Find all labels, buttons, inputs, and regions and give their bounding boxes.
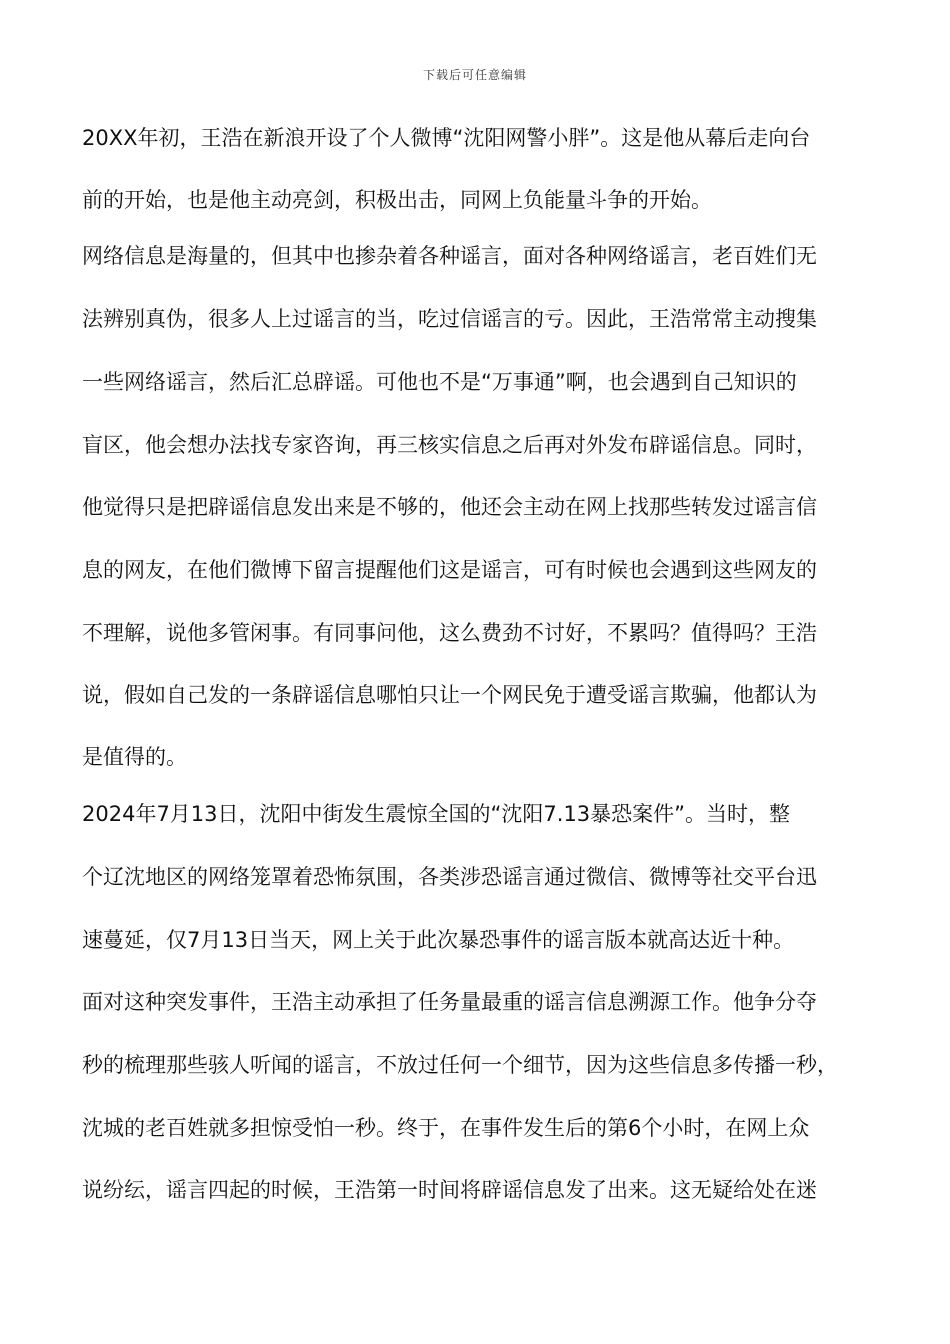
- text-line: 说纷纭，谣言四起的时候，王浩第一时间将辟谣信息发了出来。这无疑给处在迷: [82, 1178, 817, 1202]
- text-line: 沈城的老百姓就多担惊受怕一秒。终于，在事件发生后的第6个小时，在网上众: [82, 1116, 810, 1140]
- text-line: 面对这种突发事件，王浩主动承担了任务量最重的谣言信息溯源工作。他争分夺: [82, 990, 817, 1014]
- text-line: 20XX年初，王浩在新浪开设了个人微博“沈阳网警小胖”。这是他从幕后走向台: [82, 126, 811, 150]
- text-line: 盲区，他会想办法找专家咨询，再三核实信息之后再对外发布辟谣信息。同时，: [82, 433, 817, 457]
- text-line: 不理解，说他多管闲事。有同事问他，这么费劲不讨好，不累吗？值得吗？王浩: [82, 621, 817, 645]
- text-line: 秒的梳理那些骇人听闻的谣言，不放过任何一个细节，因为这些信息多传播一秒，: [82, 1053, 838, 1077]
- text-line: 一些网络谣言，然后汇总辟谣。可他也不是“万事通”啊，也会遇到自己知识的: [82, 370, 797, 394]
- text-line: 2024年7月13日，沈阳中街发生震惊全国的“沈阳7.13暴恐案件”。当时，整: [82, 802, 791, 826]
- text-line: 前的开始，也是他主动亮剑，积极出击，同网上负能量斗争的开始。: [82, 188, 712, 212]
- text-line: 息的网友，在他们微博下留言提醒他们这是谣言，可有时候也会遇到这些网友的: [82, 558, 817, 582]
- text-line: 他觉得只是把辟谣信息发出来是不够的，他还会主动在网上找那些转发过谣言信: [82, 495, 817, 519]
- text-line: 网络信息是海量的，但其中也掺杂着各种谣言，面对各种网络谣言，老百姓们无: [82, 244, 817, 268]
- text-line: 速蔓延，仅7月13日当天，网上关于此次暴恐事件的谣言版本就高达近十种。: [82, 928, 795, 952]
- text-line: 个辽沈地区的网络笼罩着恐怖氛围，各类涉恐谣言通过微信、微博等社交平台迅: [82, 865, 817, 889]
- text-line: 是值得的。: [82, 745, 187, 769]
- text-line: 说，假如自己发的一条辟谣信息哪怕只让一个网民免于遭受谣言欺骗，他都认为: [82, 683, 817, 707]
- page-header: 下载后可任意编辑: [422, 68, 527, 82]
- text-line: 法辨别真伪，很多人上过谣言的当，吃过信谣言的亏。因此，王浩常常主动搜集: [82, 307, 817, 331]
